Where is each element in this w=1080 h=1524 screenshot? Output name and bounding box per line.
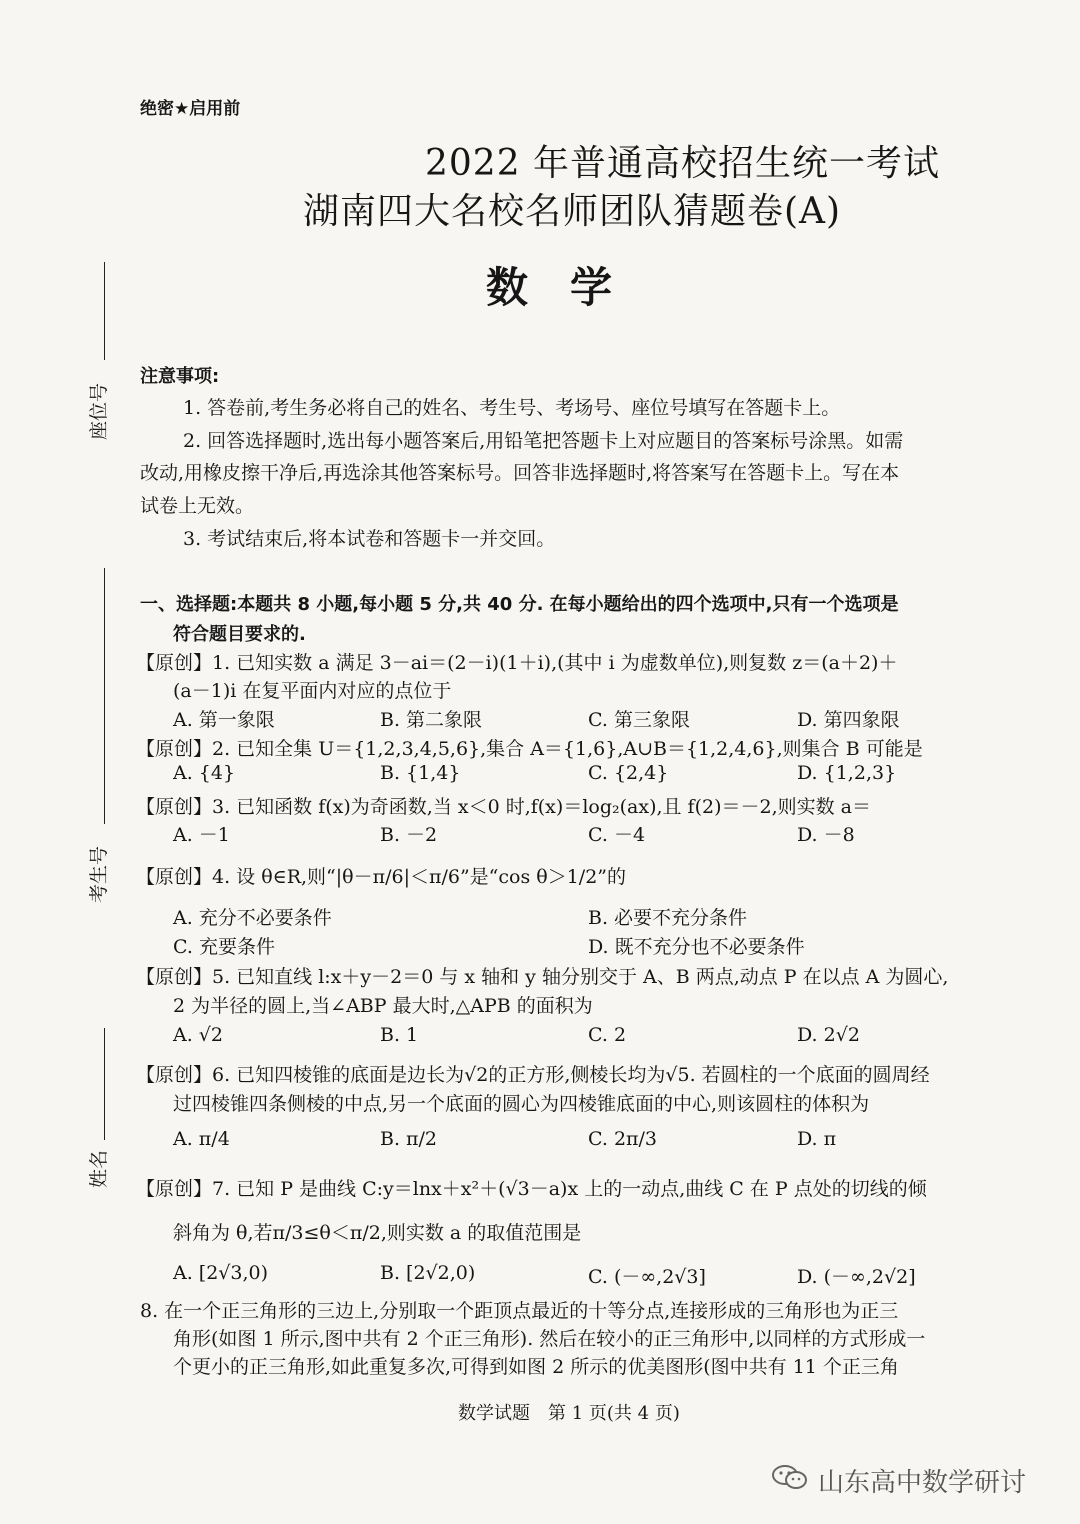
q3-option-b: B. －2: [380, 824, 438, 846]
notice-item-3: 3. 考试结束后,将本试卷和答题卡一并交回。: [183, 528, 556, 550]
q7-option-b: B. [2√2,0): [380, 1262, 476, 1284]
q7-option-d: D. (－∞,2√2]: [797, 1266, 916, 1288]
q3-option-a: A. －1: [173, 824, 230, 846]
notice-item-2: 2. 回答选择题时,选出每小题答案后,用铅笔把答题卡上对应题目的答案标号涂黑。如需: [183, 430, 904, 452]
section-heading: 一、选择题:本题共 8 小题,每小题 5 分,共 40 分. 在每小题给出的四个选项中,只有一个选项是: [140, 594, 899, 615]
watermark-text: 山东高中数学研讨: [818, 1468, 1027, 1498]
q6-option-d: D. π: [797, 1128, 837, 1150]
question-5-cont: 2 为半径的圆上,当∠ABP 最大时,△APB 的面积为: [173, 995, 593, 1017]
question-1: 【原创】1. 已知实数 a 满足 3－ai＝(2－i)(1＋i),(其中 i 为虚数单位),则复数 z＝(a＋2)＋: [136, 652, 898, 674]
confidential-label: 绝密★启用前: [140, 99, 241, 119]
notice-item-2-end: 试卷上无效。: [140, 495, 255, 517]
q4-option-d: D. 既不充分也不必要条件: [588, 936, 805, 958]
q5-option-a: A. √2: [173, 1024, 223, 1046]
question-6-cont: 过四棱锥四条侧棱的中点,另一个底面的圆心为四棱锥底面的中心,则该圆柱的体积为: [173, 1093, 870, 1115]
question-1-cont: (a－1)i 在复平面内对应的点位于: [173, 680, 452, 702]
q5-option-d: D. 2√2: [797, 1024, 860, 1046]
question-8-cont-2: 个更小的正三角形,如此重复多次,可得到如图 2 所示的优美图形(图中共有 11 个正三角: [173, 1356, 899, 1378]
question-7: 【原创】7. 已知 P 是曲线 C:y＝lnx＋x²＋(√3－a)x 上的一动点,曲线 C 在 P 点处的切线的倾: [136, 1178, 927, 1200]
notice-title: 注意事项:: [140, 366, 220, 387]
q6-option-c: C. 2π/3: [588, 1128, 658, 1150]
seat-line: [104, 262, 105, 360]
subject-title: 数 学: [486, 263, 613, 312]
q2-option-c: C. {2,4}: [588, 762, 669, 784]
wechat-icon: [770, 1463, 810, 1498]
q1-option-b: B. 第二象限: [380, 709, 483, 731]
page-footer: 数学试题 第 1 页(共 4 页): [458, 1403, 680, 1424]
q6-option-a: A. π/4: [173, 1128, 230, 1150]
name-line: [104, 1028, 105, 1140]
q7-option-c: C. (－∞,2√3]: [588, 1266, 706, 1288]
question-2: 【原创】2. 已知全集 U＝{1,2,3,4,5,6},集合 A＝{1,6},A∪B＝{1,2,4,6},则集合 B 可能是: [136, 738, 923, 760]
q4-option-b: B. 必要不充分条件: [588, 907, 748, 929]
q1-option-a: A. 第一象限: [173, 709, 275, 731]
q3-option-d: D. －8: [797, 824, 855, 846]
exam-no-line: [104, 568, 105, 824]
q3-option-c: C. －4: [588, 824, 646, 846]
q2-option-d: D. {1,2,3}: [797, 762, 897, 784]
question-7-cont: 斜角为 θ,若π/3≤θ＜π/2,则实数 a 的取值范围是: [173, 1222, 582, 1244]
watermark: [770, 1462, 1026, 1499]
question-3: 【原创】3. 已知函数 f(x)为奇函数,当 x＜0 时,f(x)＝log₂(ax),且 f(2)＝－2,则实数 a＝: [136, 796, 871, 818]
exam-subtitle: 湖南四大名校名师团队猜题卷(A): [303, 191, 842, 232]
q4-option-a: A. 充分不必要条件: [173, 907, 332, 929]
q4-option-c: C. 充要条件: [173, 936, 275, 958]
q2-option-a: A. {4}: [173, 762, 236, 784]
q5-option-c: C. 2: [588, 1024, 627, 1046]
seat-label: 座位号: [88, 382, 110, 440]
q1-option-c: C. 第三象限: [588, 709, 690, 731]
question-6: 【原创】6. 已知四棱锥的底面是边长为√2的正方形,侧棱长均为√5. 若圆柱的一个底面的圆周经: [136, 1064, 930, 1086]
notice-item-1: 1. 答卷前,考生务必将自己的姓名、考生号、考场号、座位号填写在答题卡上。: [183, 397, 841, 419]
q6-option-b: B. π/2: [380, 1128, 438, 1150]
exam-no-label: 考生号: [88, 845, 110, 903]
q5-option-b: B. 1: [380, 1024, 419, 1046]
question-5: 【原创】5. 已知直线 l:x＋y－2＝0 与 x 轴和 y 轴分别交于 A、B 两点,动点 P 在以点 A 为圆心,: [136, 966, 949, 988]
question-4: 【原创】4. 设 θ∈R,则“|θ－π/6|＜π/6”是“cos θ＞1/2”的: [136, 866, 626, 888]
q1-option-d: D. 第四象限: [797, 709, 900, 731]
name-label: 姓名: [88, 1149, 110, 1188]
question-8: 8. 在一个正三角形的三边上,分别取一个距顶点最近的十等分点,连接形成的三角形也为正三: [140, 1300, 899, 1322]
exam-title: 2022 年普通高校招生统一考试: [425, 143, 941, 184]
q7-option-a: A. [2√3,0): [173, 1262, 269, 1284]
question-8-cont-1: 角形(如图 1 所示,图中共有 2 个正三角形). 然后在较小的正三角形中,以同样的方式形成一: [173, 1328, 926, 1350]
notice-item-2-cont: 改动,用橡皮擦干净后,再选涂其他答案标号。回答非选择题时,将答案写在答题卡上。写在本: [140, 462, 900, 484]
section-heading-cont: 符合题目要求的.: [173, 624, 306, 645]
q2-option-b: B. {1,4}: [380, 762, 461, 784]
